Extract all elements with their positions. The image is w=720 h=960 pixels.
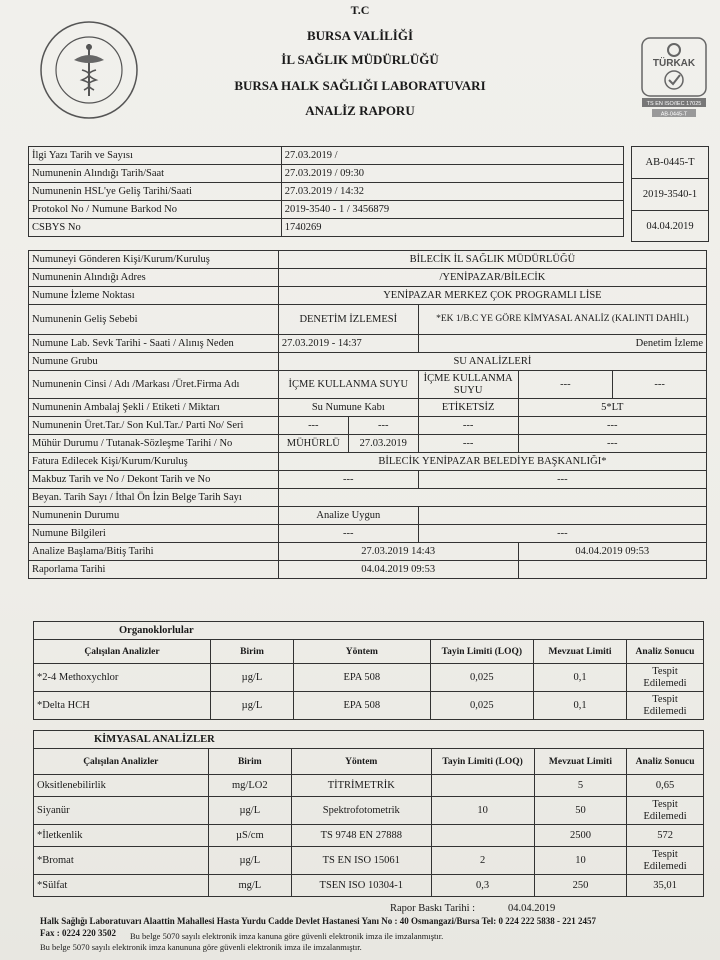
pack-value-2: ETİKETSİZ bbox=[418, 399, 518, 417]
table-row bbox=[29, 371, 707, 399]
prod-value-2: --- bbox=[348, 417, 418, 435]
type-value-3: --- bbox=[518, 371, 613, 399]
seal-value-3: --- bbox=[418, 435, 518, 453]
field-label: Makbuz Tarih ve No / Dekont Tarih ve No bbox=[29, 471, 279, 489]
chemical-analyses-table bbox=[33, 730, 704, 897]
pack-value-1: Su Numune Kabı bbox=[278, 399, 418, 417]
prod-value-3: --- bbox=[418, 417, 518, 435]
analysis-result: Tespit Edilemedi bbox=[626, 692, 703, 720]
column-header: Tayin Limiti (LOQ) bbox=[431, 749, 534, 775]
reason-detail-value: *EK 1/B.C YE GÖRE KİMYASAL ANALİZ (KALINTI DAHİL) bbox=[418, 305, 706, 335]
receipt-value-1: --- bbox=[278, 471, 418, 489]
lab-address: Halk Sağlığı Laboratuvarı Alaattin Mahallesi Hasta Yurdu Cadde Devlet Hastanesi Yanı No : 40 Osmangazi/Bursa Tel: 0 224 222 5838 - 221 2457 bbox=[40, 916, 597, 926]
analysis-method: EPA 508 bbox=[294, 664, 430, 692]
type-value-2: İÇME KULLANMA SUYU bbox=[418, 371, 518, 399]
table-row bbox=[29, 417, 707, 435]
analysis-loq bbox=[431, 825, 534, 847]
sample-info-value-1: --- bbox=[278, 525, 418, 543]
analysis-name: *Bromat bbox=[34, 847, 209, 875]
report-date: 04.04.2019 bbox=[646, 221, 694, 232]
analysis-name: *Sülfat bbox=[34, 875, 209, 897]
info-value: 2019-3540 - 1 / 3456879 bbox=[281, 201, 623, 219]
info-label: İlgi Yazı Tarih ve Sayısı bbox=[29, 147, 282, 165]
request-info-table bbox=[28, 146, 624, 237]
table-row bbox=[29, 165, 624, 183]
info-value: 27.03.2019 / bbox=[281, 147, 623, 165]
labsevk-reason-value: Denetim İzleme bbox=[418, 335, 706, 353]
analysis-name: *2-4 Methoxychlor bbox=[34, 664, 211, 692]
table-row bbox=[29, 435, 707, 453]
analysis-result: Tespit Edilemedi bbox=[626, 664, 703, 692]
table-row bbox=[29, 305, 707, 335]
analysis-name: *Delta HCH bbox=[34, 692, 211, 720]
seal-date-value: 27.03.2019 bbox=[348, 435, 418, 453]
empty-cell bbox=[418, 507, 706, 525]
table-row bbox=[34, 847, 704, 875]
table-row bbox=[29, 201, 624, 219]
field-label: Beyan. Tarih Sayı / İthal Ön İzin Belge Tarih Sayı bbox=[29, 489, 279, 507]
field-label: Numunenin Geliş Sebebi bbox=[29, 305, 279, 335]
field-label: Numune Bilgileri bbox=[29, 525, 279, 543]
table-row bbox=[34, 875, 704, 897]
analysis-unit: µg/L bbox=[208, 797, 291, 825]
table-row bbox=[29, 399, 707, 417]
analysis-unit: µg/L bbox=[210, 692, 293, 720]
analysis-limit: 5 bbox=[534, 775, 626, 797]
table-row bbox=[34, 825, 704, 847]
table-row bbox=[29, 525, 707, 543]
field-label: Numune İzleme Noktası bbox=[29, 287, 279, 305]
field-label: Numune Lab. Sevk Tarihi - Saati / Alınış Neden bbox=[29, 335, 279, 353]
analysis-unit: µg/L bbox=[210, 664, 293, 692]
table-row bbox=[29, 489, 707, 507]
sender-value: BİLECİK İL SAĞLIK MÜDÜRLÜĞÜ bbox=[278, 251, 706, 269]
analysis-method: TS EN ISO 15061 bbox=[292, 847, 431, 875]
field-label: Numune Grubu bbox=[29, 353, 279, 371]
analysis-result: Tespit Edilemedi bbox=[627, 797, 704, 825]
field-label: Analize Başlama/Bitiş Tarihi bbox=[29, 543, 279, 561]
table-row bbox=[29, 183, 624, 201]
analysis-name: Siyanür bbox=[34, 797, 209, 825]
report-id-box bbox=[631, 146, 709, 242]
table-row bbox=[29, 353, 707, 371]
field-label: Numunenin Ambalaj Şekli / Etiketi / Miktarı bbox=[29, 399, 279, 417]
column-header: Yöntem bbox=[292, 749, 431, 775]
header-report-title: ANALİZ RAPORU bbox=[305, 103, 415, 118]
sample-info-table bbox=[28, 250, 707, 579]
prod-value-4: --- bbox=[518, 417, 706, 435]
info-label: CSBYS No bbox=[29, 219, 282, 237]
column-header: Analiz Sonucu bbox=[626, 640, 703, 664]
column-header: Mevzuat Limiti bbox=[534, 749, 626, 775]
lab-fax: Fax : 0224 220 3502 bbox=[40, 928, 116, 938]
analysis-method: Spektrofotometrik bbox=[292, 797, 431, 825]
analysis-unit: mg/L bbox=[208, 875, 291, 897]
analysis-name: Oksitlenebilirlik bbox=[34, 775, 209, 797]
info-value: 1740269 bbox=[281, 219, 623, 237]
column-header: Tayin Limiti (LOQ) bbox=[430, 640, 534, 664]
svg-text:TS EN ISO/IEC 17025: TS EN ISO/IEC 17025 bbox=[646, 101, 702, 107]
header-tc: T.C bbox=[350, 3, 370, 17]
table-row bbox=[29, 335, 707, 353]
esign-note-2: Bu belge 5070 sayılı elektronik imza kanununa göre güvenli elektronik imza ile imzalanmıştır. bbox=[40, 942, 362, 952]
print-date-label: Rapor Baskı Tarihi : bbox=[390, 903, 476, 914]
analysis-loq bbox=[431, 775, 534, 797]
invoice-value: BİLECİK YENİPAZAR BELEDİYE BAŞKANLIĞI* bbox=[278, 453, 706, 471]
prod-value-1: --- bbox=[278, 417, 348, 435]
analysis-limit: 250 bbox=[534, 875, 626, 897]
field-label: Raporlama Tarihi bbox=[29, 561, 279, 579]
section-title: KİMYASAL ANALİZLER bbox=[34, 731, 704, 749]
column-header: Mevzuat Limiti bbox=[534, 640, 627, 664]
analysis-unit: µS/cm bbox=[208, 825, 291, 847]
info-label: Protokol No / Numune Barkod No bbox=[29, 201, 282, 219]
analysis-method: TS 9748 EN 27888 bbox=[292, 825, 431, 847]
analysis-loq: 0,025 bbox=[430, 692, 534, 720]
table-row bbox=[34, 731, 704, 749]
table-row bbox=[34, 622, 704, 640]
table-row bbox=[29, 543, 707, 561]
table-row bbox=[29, 147, 624, 165]
analysis-start-value: 27.03.2019 14:43 bbox=[278, 543, 518, 561]
analysis-loq: 2 bbox=[431, 847, 534, 875]
protocol-code: 2019-3540-1 bbox=[632, 179, 708, 211]
analysis-limit: 10 bbox=[534, 847, 626, 875]
analysis-unit: µg/L bbox=[208, 847, 291, 875]
analysis-name: *İletkenlik bbox=[34, 825, 209, 847]
analysis-unit: mg/LO2 bbox=[208, 775, 291, 797]
accreditation-code: AB-0445-T bbox=[632, 147, 708, 179]
info-label: Numunenin Alındığı Tarih/Saat bbox=[29, 165, 282, 183]
column-header: Yöntem bbox=[294, 640, 430, 664]
info-label: Numunenin HSL'ye Geliş Tarihi/Saati bbox=[29, 183, 282, 201]
sample-info-value-2: --- bbox=[418, 525, 706, 543]
column-header: Çalışılan Analizler bbox=[34, 749, 209, 775]
organochlorine-table bbox=[33, 621, 704, 720]
receipt-value-2: --- bbox=[418, 471, 706, 489]
monitoring-point-value: YENİPAZAR MERKEZ ÇOK PROGRAMLI LİSE bbox=[278, 287, 706, 305]
field-label: Numunenin Üret.Tar./ Son Kul.Tar./ Parti No/ Seri bbox=[29, 417, 279, 435]
declaration-value bbox=[278, 489, 706, 507]
column-header: Birim bbox=[208, 749, 291, 775]
analysis-loq: 0,025 bbox=[430, 664, 534, 692]
header-directorate: İL SAĞLIK MÜDÜRLÜĞÜ bbox=[281, 52, 439, 67]
header-laboratory: BURSA HALK SAĞLIĞI LABORATUVARI bbox=[234, 78, 486, 93]
field-label: Numunenin Durumu bbox=[29, 507, 279, 525]
table-header-row bbox=[34, 640, 704, 664]
analysis-limit: 2500 bbox=[534, 825, 626, 847]
analysis-method: EPA 508 bbox=[294, 692, 430, 720]
table-row bbox=[29, 219, 624, 237]
table-row bbox=[34, 775, 704, 797]
table-row bbox=[29, 453, 707, 471]
analysis-limit: 0,1 bbox=[534, 664, 627, 692]
header-governorate: BURSA VALİLİĞİ bbox=[306, 28, 414, 43]
field-label: Mühür Durumu / Tutanak-Sözleşme Tarihi / No bbox=[29, 435, 279, 453]
field-label: Numuneyi Gönderen Kişi/Kurum/Kuruluş bbox=[29, 251, 279, 269]
analysis-loq: 0,3 bbox=[431, 875, 534, 897]
analysis-end-value: 04.04.2019 09:53 bbox=[518, 543, 706, 561]
info-value: 27.03.2019 / 09:30 bbox=[281, 165, 623, 183]
seal-value-4: --- bbox=[518, 435, 706, 453]
analysis-method: TSEN ISO 10304-1 bbox=[292, 875, 431, 897]
column-header: Birim bbox=[210, 640, 293, 664]
analysis-limit: 0,1 bbox=[534, 692, 627, 720]
field-label: Numunenin Cinsi / Adı /Markası /Üret.Firma Adı bbox=[29, 371, 279, 399]
column-header: Çalışılan Analizler bbox=[34, 640, 211, 664]
table-row bbox=[34, 664, 704, 692]
table-row bbox=[29, 269, 707, 287]
status-value: Analize Uygun bbox=[278, 507, 418, 525]
analysis-method: TİTRİMETRİK bbox=[292, 775, 431, 797]
analysis-result: 0,65 bbox=[627, 775, 704, 797]
section-title: Organoklorlular bbox=[34, 622, 704, 640]
print-date-value: 04.04.2019 bbox=[508, 903, 556, 914]
svg-text:AB-0445-T: AB-0445-T bbox=[660, 111, 688, 118]
analysis-result: 572 bbox=[627, 825, 704, 847]
analysis-loq: 10 bbox=[431, 797, 534, 825]
address-value: /YENİPAZAR/BİLECİK bbox=[278, 269, 706, 287]
table-header-row bbox=[34, 749, 704, 775]
svg-text:TÜRKAK: TÜRKAK bbox=[652, 58, 696, 69]
info-value: 27.03.2019 / 14:32 bbox=[281, 183, 623, 201]
type-value-1: İÇME KULLANMA SUYU bbox=[278, 371, 418, 399]
empty-cell bbox=[518, 561, 706, 579]
table-row bbox=[29, 251, 707, 269]
report-date-value: 04.04.2019 09:53 bbox=[278, 561, 518, 579]
esign-note-1: Bu belge 5070 sayılı elektronik imza kanuna göre güvenli elektronik imza ile imzalanmıştır. bbox=[130, 931, 444, 941]
table-row bbox=[29, 507, 707, 525]
analysis-result: 35,01 bbox=[627, 875, 704, 897]
table-row bbox=[29, 561, 707, 579]
labsevk-date-value: 27.03.2019 - 14:37 bbox=[278, 335, 418, 353]
analysis-result: Tespit Edilemedi bbox=[627, 847, 704, 875]
column-header: Analiz Sonucu bbox=[627, 749, 704, 775]
field-label: Fatura Edilecek Kişi/Kurum/Kuruluş bbox=[29, 453, 279, 471]
analysis-limit: 50 bbox=[534, 797, 626, 825]
reason-value: DENETİM İZLEMESİ bbox=[278, 305, 418, 335]
table-row bbox=[29, 287, 707, 305]
type-value-4: --- bbox=[613, 371, 707, 399]
seal-status-value: MÜHÜRLÜ bbox=[278, 435, 348, 453]
table-row bbox=[29, 471, 707, 489]
pack-value-3: 5*LT bbox=[518, 399, 706, 417]
table-row bbox=[34, 692, 704, 720]
group-value: SU ANALİZLERİ bbox=[278, 353, 706, 371]
table-row bbox=[34, 797, 704, 825]
field-label: Numunenin Alındığı Adres bbox=[29, 269, 279, 287]
